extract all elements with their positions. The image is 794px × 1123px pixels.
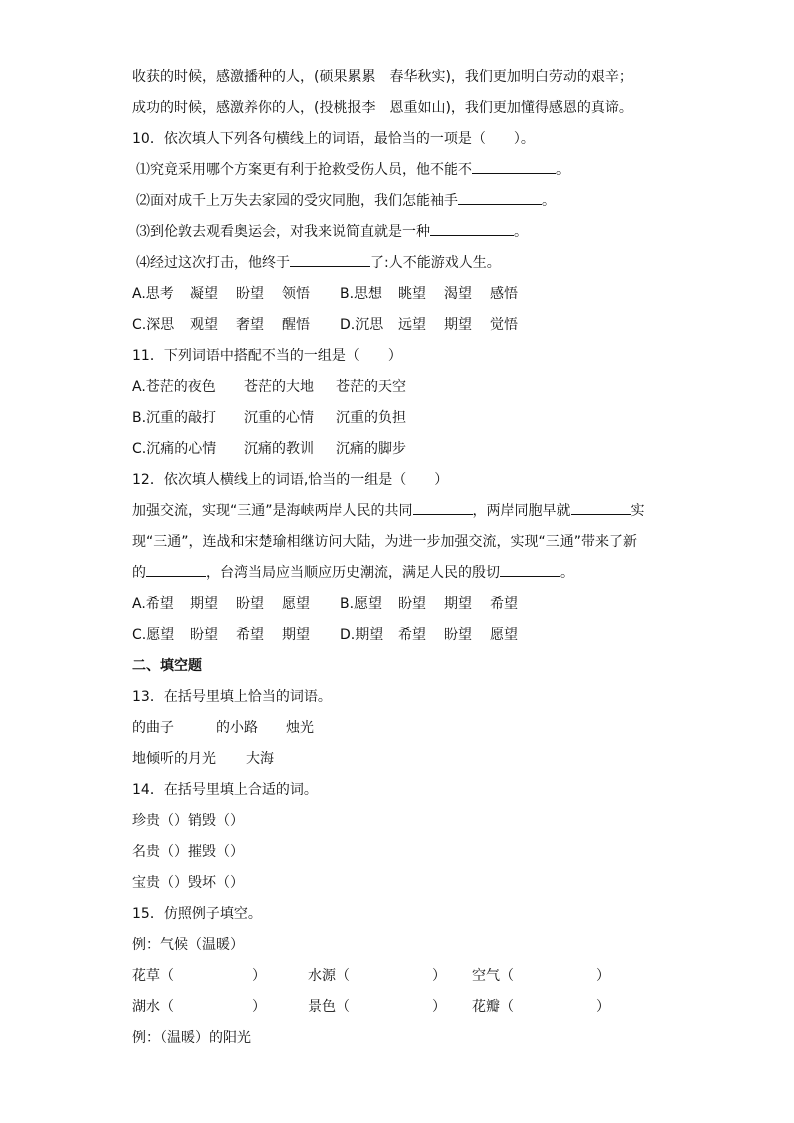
question-15-row-2 [132,992,672,1023]
option-text: 沉痛的教训 [244,441,314,457]
question-14-row-2: 名贵（）摧毁（） [132,844,244,860]
option-text: B.沉重的敲打 [132,410,217,426]
option-a-label: A.希望 [132,596,174,612]
answer-blank[interactable] [290,253,370,267]
option-d-label: D.沉思 [340,317,384,333]
passage-text: 实 [630,503,645,519]
option-word: 醒悟 [282,317,310,333]
fill-item: 地倾听的月光 [132,751,216,767]
option-text: 沉重的负担 [336,410,406,426]
option-c-label: C.愿望 [132,627,175,643]
option-word: 盼望 [398,596,426,612]
question-10-item-4 [132,248,672,279]
item-text: ⑴究竟采用哪个方案更有利于抢救受伤人员，他不能不 [136,162,472,178]
fill-bracket: ） [432,999,446,1015]
question-10-item-1 [132,155,672,186]
question-11-option-c [132,434,672,465]
option-a-label: A.思考 [132,286,174,302]
question-13-stem: 13．在括号里填上恰当的词语。 [132,689,332,705]
option-word: 盼望 [236,286,264,302]
fill-bracket: ） [596,968,610,984]
option-word: 愿望 [490,627,518,643]
answer-blank[interactable] [430,222,514,236]
answer-blank[interactable] [571,501,631,515]
fill-item: 大海 [246,751,274,767]
option-text: 沉重的心情 [244,410,314,426]
fill-item: 景色（ [308,999,350,1015]
option-b-label: B.思想 [340,286,383,302]
fill-item: 水源（ [308,968,350,984]
option-word: 领悟 [282,286,310,302]
option-c-label: C.深思 [132,317,175,333]
fill-item: 花草（ [132,968,174,984]
question-15-row-1 [132,961,672,992]
option-word: 盼望 [190,627,218,643]
fill-item: 的曲子 [132,720,174,736]
item-text: ⑶到伦敦去观看奥运会，对我来说简直就是一种 [136,224,430,240]
option-word: 觉悟 [490,317,518,333]
item-text: 。 [556,162,570,178]
question-10-options-cd [132,310,672,341]
passage-text: 加强交流，实现“三通”是海峡两岸人民的共同 [132,503,413,519]
answer-blank[interactable] [146,563,206,577]
question-12-stem: 12．依次填人横线上的词语,恰当的一组是（ ） [132,472,449,488]
option-word: 期望 [282,627,310,643]
option-word: 奢望 [236,317,264,333]
item-text: 。 [542,193,556,209]
item-text: 了:人不能游戏人生。 [370,255,501,271]
question-13-row-1 [132,713,672,744]
answer-blank[interactable] [413,501,473,515]
option-d-label: D.期望 [340,627,384,643]
question-11-option-b [132,403,672,434]
answer-blank[interactable] [458,191,542,205]
question-12-passage-line-2: 现“三通”，连战和宋楚瑜相继访问大陆，为进一步加强交流，实现“三通”带来了新 [132,534,638,550]
option-word: 远望 [398,317,426,333]
option-word: 眺望 [398,286,426,302]
fill-item: 烛光 [286,720,314,736]
option-word: 期望 [444,596,472,612]
answer-blank[interactable] [500,563,560,577]
question-15-example-1: 例：气候（温暖） [132,937,244,953]
passage-text: ，台湾当局应当顺应历史潮流，满足人民的殷切 [206,565,500,581]
question-12-options-cd [132,620,672,651]
document-content [132,62,672,1054]
question-12-options-ab [132,589,672,620]
fill-bracket: ） [252,968,266,984]
fill-bracket: ） [252,999,266,1015]
option-b-label: B.愿望 [340,596,383,612]
option-word: 期望 [444,317,472,333]
option-word: 希望 [236,627,264,643]
question-12-passage-line-3 [132,558,672,589]
question-10-item-3 [132,217,672,248]
option-word: 盼望 [444,627,472,643]
question-14-row-1: 珍贵（）销毁（） [132,813,244,829]
option-word: 感悟 [490,286,518,302]
text-line: 收获的时候，感激播种的人，(硕果累累 春华秋实)，我们更加明白劳动的艰辛； [132,69,633,85]
option-word: 希望 [398,627,426,643]
option-word: 盼望 [236,596,264,612]
question-14-row-3: 宝贵（）毁坏（） [132,875,244,891]
option-word: 观望 [190,317,218,333]
question-14-stem: 14．在括号里填上合适的词。 [132,782,318,798]
passage-text: 。 [560,565,574,581]
fill-bracket: ） [596,999,610,1015]
answer-blank[interactable] [472,160,556,174]
passage-text: 的 [132,565,146,581]
text-line: 成功的时候，感激养你的人，(投桃报李 恩重如山)，我们更加懂得感恩的真谛。 [132,100,633,116]
option-word: 希望 [490,596,518,612]
option-word: 凝望 [190,286,218,302]
option-text: 苍茫的天空 [336,379,406,395]
fill-item: 湖水（ [132,999,174,1015]
fill-bracket: ） [432,968,446,984]
item-text: ⑵面对成千上万失去家园的受灾同胞，我们怎能袖手 [136,193,458,209]
question-10-options-ab [132,279,672,310]
passage-text: ，两岸同胞早就 [472,503,571,519]
option-word: 愿望 [282,596,310,612]
question-11-stem: 11．下列词语中搭配不当的一组是（ ） [132,348,402,364]
question-13-row-2 [132,744,672,775]
question-11-option-a [132,372,672,403]
option-text: C.沉痛的心情 [132,441,217,457]
fill-item: 的小路 [216,720,258,736]
item-text: 。 [514,224,528,240]
question-10-item-2 [132,186,672,217]
fill-item: 花瓣（ [472,999,514,1015]
question-15-example-2: 例：（温暖）的阳光 [132,1030,251,1046]
fill-item: 空气（ [472,968,514,984]
option-word: 期望 [190,596,218,612]
option-text: 苍茫的大地 [244,379,314,395]
question-12-passage-line-1 [132,496,672,527]
item-text: ⑷经过这次打击，他终于 [136,255,290,271]
question-15-stem: 15．仿照例子填空。 [132,906,262,922]
option-word: 渴望 [444,286,472,302]
option-text: A.苍茫的夜色 [132,379,216,395]
option-text: 沉痛的脚步 [336,441,406,457]
section-heading: 二、填空题 [132,658,202,674]
question-10-stem: 10．依次填人下列各句横线上的词语，最恰当的一项是（ ）。 [132,131,535,147]
